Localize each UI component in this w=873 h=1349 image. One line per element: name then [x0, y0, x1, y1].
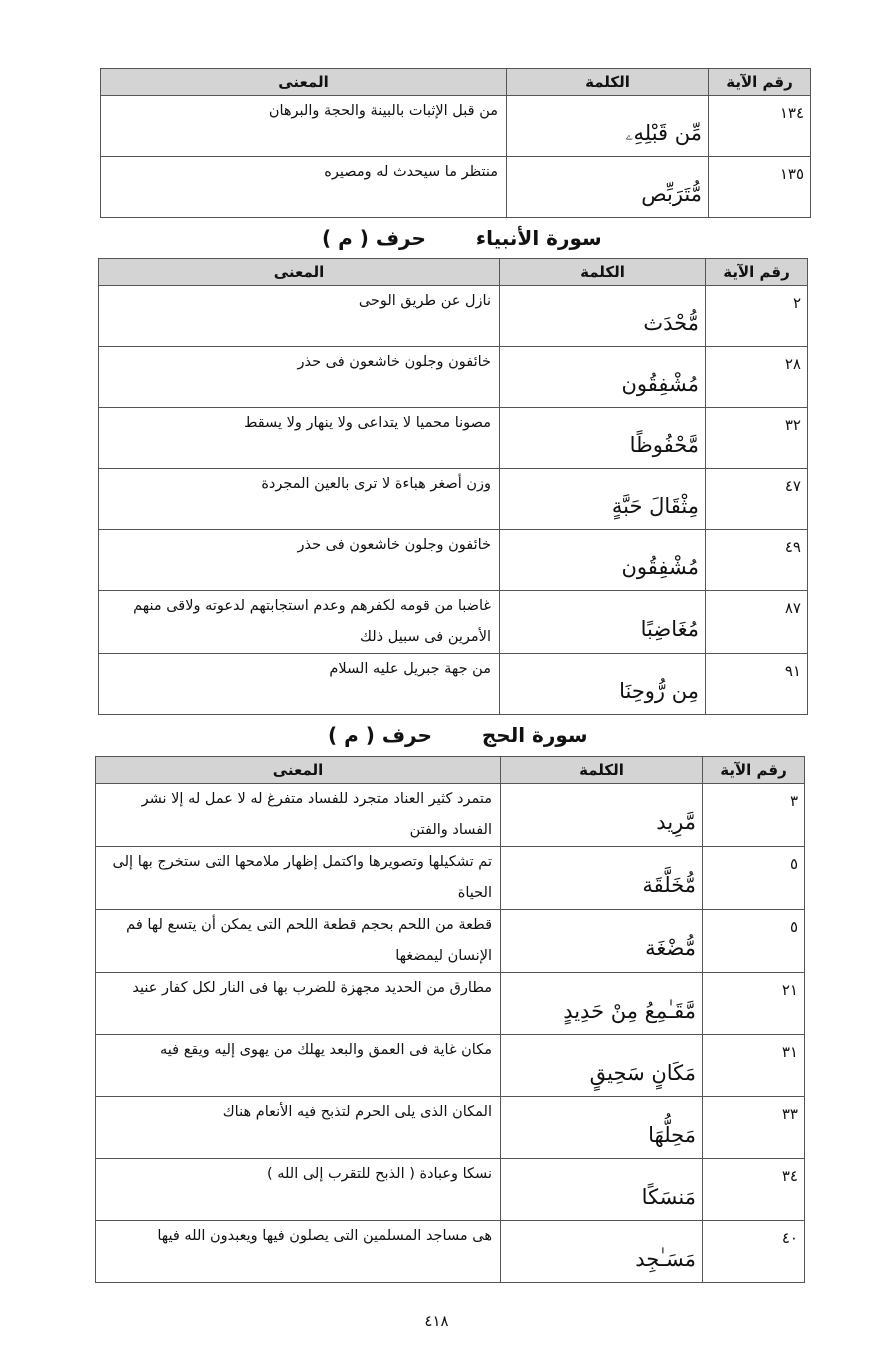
header-meaning: المعنى [101, 69, 507, 96]
table-hajj [95, 756, 805, 1283]
verse-number: ٤٩ [706, 530, 808, 591]
quran-word: مُّتَرَبِّص [507, 157, 709, 218]
table-header [99, 259, 808, 286]
verse-number: ٢ [706, 286, 808, 347]
table-row [96, 847, 805, 910]
table-row [99, 591, 808, 654]
quran-word: مُّحْدَث [500, 286, 706, 347]
section-heading-hajj [328, 723, 588, 747]
quran-word: مُّخَلَّقَة [501, 847, 703, 910]
table-row [99, 469, 808, 530]
table-top [100, 68, 811, 218]
verse-number: ٥ [703, 910, 805, 973]
header-meaning: المعنى [96, 757, 501, 784]
page-number: ٤١٨ [424, 1312, 449, 1330]
verse-number: ٢٨ [706, 347, 808, 408]
meaning: المكان الذى يلى الحرم لتذبح فيه الأنعام هناك [96, 1097, 501, 1159]
meaning: نازل عن طريق الوحى [99, 286, 500, 347]
quran-word: مُغَاضِبًا [500, 591, 706, 654]
meaning: قطعة من اللحم بحجم قطعة اللحم التى يمكن أن يتسع لها فم الإنسان ليمضغها [96, 910, 501, 973]
meaning: نسكا وعبادة ( الذبح للتقرب إلى الله ) [96, 1159, 501, 1221]
quran-word: مَّقَـٰمِعُ مِنْ حَدِيدٍ [501, 973, 703, 1035]
letter-label: حرف ( م ) [322, 226, 426, 250]
header-verse: رقم الآية [706, 259, 808, 286]
meaning: وزن أصغر هباءة لا ترى بالعين المجردة [99, 469, 500, 530]
table-row [96, 784, 805, 847]
verse-number: ٣٤ [703, 1159, 805, 1221]
header-verse: رقم الآية [709, 69, 811, 96]
table-header [101, 69, 811, 96]
letter-label: حرف ( م ) [328, 723, 432, 747]
meaning: منتظر ما سيحدث له ومصيره [101, 157, 507, 218]
quran-word: مِّن قَبْلِهِۦ [507, 96, 709, 157]
header-meaning: المعنى [99, 259, 500, 286]
quran-word: مَكَانٍ سَحِيقٍ [501, 1035, 703, 1097]
meaning: غاضبا من قومه لكفرهم وعدم استجابتهم لدعوته ولاقى منهم الأمرين فى سبيل ذلك [99, 591, 500, 654]
table-row [99, 347, 808, 408]
meaning: مطارق من الحديد مجهزة للضرب بها فى النار لكل كفار عنيد [96, 973, 501, 1035]
verse-number: ٣٢ [706, 408, 808, 469]
verse-number: ١٣٤ [709, 96, 811, 157]
verse-number: ٤٧ [706, 469, 808, 530]
verse-number: ٤٠ [703, 1221, 805, 1283]
quran-word: مَّرِيد [501, 784, 703, 847]
quran-word: مِثْقَالَ حَبَّةٍ [500, 469, 706, 530]
quran-word: مَحِلُّهَا [501, 1097, 703, 1159]
verse-number: ٨٧ [706, 591, 808, 654]
verse-number: ٣١ [703, 1035, 805, 1097]
meaning: من قبل الإثبات بالبينة والحجة والبرهان [101, 96, 507, 157]
table-row [101, 157, 811, 218]
table-row [96, 1159, 805, 1221]
quran-word: مِن رُّوحِنَا [500, 654, 706, 715]
meaning: مكان غاية فى العمق والبعد يهلك من يهوى إليه ويقع فيه [96, 1035, 501, 1097]
meaning: تم تشكيلها وتصويرها واكتمل إظهار ملامحها التى ستخرج بها إلى الحياة [96, 847, 501, 910]
quran-word: مُشْفِقُون [500, 530, 706, 591]
table-row [96, 910, 805, 973]
meaning: هى مساجد المسلمين التى يصلون فيها ويعبدون الله فيها [96, 1221, 501, 1283]
table-header [96, 757, 805, 784]
verse-number: ٣٣ [703, 1097, 805, 1159]
meaning: متمرد كثير العناد متجرد للفساد متفرغ له لا عمل له إلا نشر الفساد والفتن [96, 784, 501, 847]
quran-word: مَسَـٰجِد [501, 1221, 703, 1283]
header-verse: رقم الآية [703, 757, 805, 784]
verse-number: ٣ [703, 784, 805, 847]
table-row [96, 1097, 805, 1159]
meaning: من جهة جبريل عليه السلام [99, 654, 500, 715]
header-word: الكلمة [501, 757, 703, 784]
table-row [99, 654, 808, 715]
header-word: الكلمة [507, 69, 709, 96]
meaning: خائفون وجلون خاشعون فى حذر [99, 347, 500, 408]
meaning: مصونا محميا لا يتداعى ولا ينهار ولا يسقط [99, 408, 500, 469]
table-row [99, 530, 808, 591]
header-word: الكلمة [500, 259, 706, 286]
verse-number: ١٣٥ [709, 157, 811, 218]
section-heading-anbiya [322, 226, 602, 250]
table-row [96, 1221, 805, 1283]
quran-word: مَّحْفُوظًا [500, 408, 706, 469]
table-anbiya [98, 258, 808, 715]
table-row [96, 973, 805, 1035]
meaning: خائفون وجلون خاشعون فى حذر [99, 530, 500, 591]
table-row [96, 1035, 805, 1097]
surah-title: سورة الحج [481, 723, 588, 747]
quran-word: مَنسَكًا [501, 1159, 703, 1221]
quran-word: مُشْفِقُون [500, 347, 706, 408]
verse-number: ٥ [703, 847, 805, 910]
table-row [101, 96, 811, 157]
quran-word: مُّضْغَة [501, 910, 703, 973]
table-row [99, 286, 808, 347]
surah-title: سورة الأنبياء [475, 226, 602, 250]
verse-number: ٢١ [703, 973, 805, 1035]
table-row [99, 408, 808, 469]
verse-number: ٩١ [706, 654, 808, 715]
